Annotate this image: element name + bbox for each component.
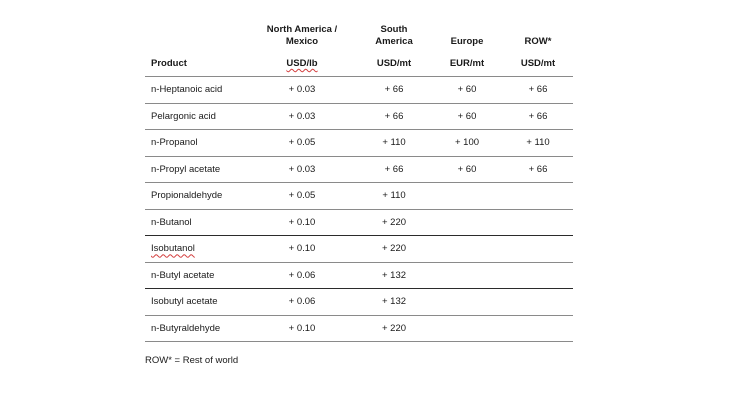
cell-south-america: + 132	[357, 289, 431, 316]
table-row	[145, 103, 573, 130]
cell-europe: + 60	[431, 103, 503, 130]
cell-south-america: + 66	[357, 156, 431, 183]
cell-product: n-Propyl acetate	[145, 156, 247, 183]
footnote: ROW* = Rest of world	[145, 355, 239, 366]
cell-product: n-Butanol	[145, 209, 247, 236]
table-row	[145, 209, 573, 236]
table-row	[145, 77, 573, 104]
cell-europe	[431, 262, 503, 289]
cell-europe: + 60	[431, 156, 503, 183]
cell-product: n-Butyraldehyde	[145, 315, 247, 342]
cell-north-america: + 0.03	[247, 156, 357, 183]
cell-south-america: + 220	[357, 236, 431, 263]
cell-north-america: + 0.03	[247, 77, 357, 104]
header-product-label: Product	[151, 58, 187, 69]
header-north-america-unit: USD/lb	[286, 58, 318, 69]
cell-south-america: + 110	[357, 130, 431, 157]
header-north-america-region: North America / Mexico	[266, 24, 338, 47]
cell-north-america: + 0.05	[247, 130, 357, 157]
table-row	[145, 236, 573, 263]
cell-south-america: + 110	[357, 183, 431, 210]
header-south-america-unit: USD/mt	[376, 58, 412, 69]
price-increase-table	[145, 24, 573, 342]
cell-row	[503, 315, 573, 342]
cell-south-america: + 66	[357, 77, 431, 104]
table-row	[145, 156, 573, 183]
cell-row: + 66	[503, 156, 573, 183]
cell-south-america: + 132	[357, 262, 431, 289]
cell-row	[503, 262, 573, 289]
cell-north-america: + 0.05	[247, 183, 357, 210]
header-europe-region: Europe	[450, 36, 484, 47]
header-europe-unit: EUR/mt	[449, 58, 485, 69]
cell-product: n-Propanol	[145, 130, 247, 157]
cell-north-america: + 0.10	[247, 236, 357, 263]
cell-product: n-Heptanoic acid	[145, 77, 247, 104]
table-row	[145, 183, 573, 210]
price-table-container	[145, 24, 573, 342]
cell-north-america: + 0.10	[247, 315, 357, 342]
cell-europe: + 100	[431, 130, 503, 157]
cell-europe	[431, 209, 503, 236]
cell-europe	[431, 315, 503, 342]
cell-south-america: + 220	[357, 315, 431, 342]
header-product	[145, 24, 247, 77]
cell-row: + 66	[503, 77, 573, 104]
header-north-america	[247, 24, 357, 77]
cell-product: Propionaldehyde	[145, 183, 247, 210]
cell-row: + 66	[503, 103, 573, 130]
cell-north-america: + 0.06	[247, 289, 357, 316]
cell-europe	[431, 183, 503, 210]
cell-europe: + 60	[431, 77, 503, 104]
cell-europe	[431, 236, 503, 263]
cell-row	[503, 236, 573, 263]
cell-north-america: + 0.06	[247, 262, 357, 289]
header-row-unit: USD/mt	[520, 58, 556, 69]
table-row	[145, 130, 573, 157]
cell-product-text: Isobutanol	[151, 243, 195, 255]
cell-product: Pelargonic acid	[145, 103, 247, 130]
table-row	[145, 289, 573, 316]
header-europe	[431, 24, 503, 77]
cell-row	[503, 183, 573, 210]
header-row	[503, 24, 573, 77]
header-south-america	[357, 24, 431, 77]
cell-product: Isobutyl acetate	[145, 289, 247, 316]
cell-north-america: + 0.10	[247, 209, 357, 236]
cell-product	[145, 236, 247, 263]
table-row	[145, 262, 573, 289]
cell-south-america: + 66	[357, 103, 431, 130]
cell-row	[503, 209, 573, 236]
cell-row: + 110	[503, 130, 573, 157]
cell-north-america: + 0.03	[247, 103, 357, 130]
cell-europe	[431, 289, 503, 316]
header-south-america-region: South America	[375, 24, 413, 47]
table-header-row	[145, 24, 573, 77]
cell-product: n-Butyl acetate	[145, 262, 247, 289]
table-row	[145, 315, 573, 342]
cell-south-america: + 220	[357, 209, 431, 236]
cell-row	[503, 289, 573, 316]
header-row-region: ROW*	[524, 36, 552, 47]
